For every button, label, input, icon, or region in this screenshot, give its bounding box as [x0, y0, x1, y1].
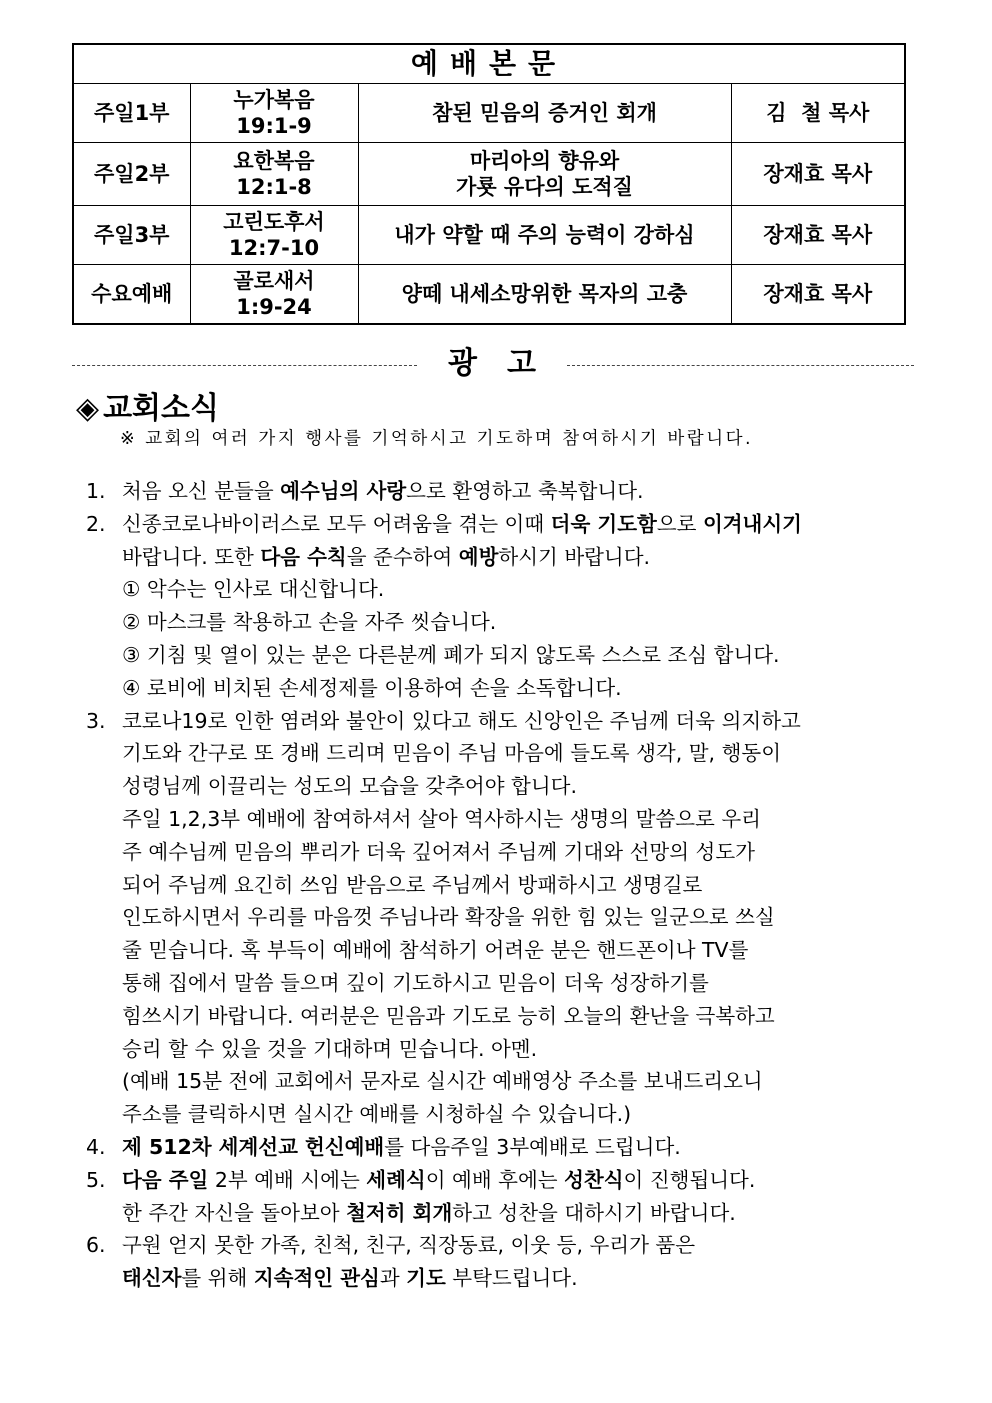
item-number: 3. [86, 708, 106, 733]
service-name: 주일1부 [73, 84, 190, 143]
church-news-heading [76, 383, 219, 427]
announcement-list [86, 475, 876, 1295]
list-item [86, 508, 876, 705]
service-name: 주일3부 [73, 206, 190, 265]
item-text: 한 주간 자신을 돌아보아 철저히 회개하고 성찬을 대하시기 바랍니다. [122, 1200, 736, 1225]
preacher: 장재효 목사 [731, 206, 905, 265]
item-text: 주일 1,2,3부 예배에 참여하셔서 살아 역사하시는 생명의 말씀으로 우리 [122, 806, 761, 831]
item-text: 다음 주일 2부 예배 시에는 세례식이 예배 후에는 성찬식이 진행됩니다. [122, 1167, 756, 1192]
ads-divider [72, 338, 914, 381]
worship-table [72, 43, 906, 325]
sermon-title: 마리아의 향유와 가룟 유다의 도적질 [358, 143, 731, 206]
scripture: 고린도후서 12:7-10 [190, 206, 358, 265]
item-text: 승리 할 수 있을 것을 기대하며 믿습니다. 아멘. [122, 1036, 538, 1061]
scripture: 누가복음 19:1-9 [190, 84, 358, 143]
item-text: 주 예수님께 믿음의 뿌리가 더욱 깊어져서 주님께 기대와 선망의 성도가 [122, 839, 755, 864]
item-text: 주소를 클릭하시면 실시간 예배를 시청하실 수 있습니다.) [122, 1102, 632, 1127]
item-text: (예배 15분 전에 교회에서 문자로 실시간 예배영상 주소를 보내드리오니 [122, 1069, 763, 1094]
rule-item: ① 악수는 인사로 대신합니다. [122, 577, 385, 602]
item-number: 6. [86, 1233, 106, 1258]
rule-item: ② 마스크를 착용하고 손을 자주 씻습니다. [122, 610, 497, 635]
sermon-title: 참된 믿음의 증거인 회개 [358, 84, 731, 143]
item-text: 신종코로나바이러스로 모두 어려움을 겪는 이때 더욱 기도함으로 이겨내시기 [122, 511, 802, 536]
diamond-icon: ◈ [76, 391, 100, 426]
list-item [86, 475, 876, 508]
table-row [73, 143, 905, 206]
church-news-note: ※ 교회의 여러 가지 행사를 기억하시고 기도하며 참여하시기 바랍니다. [120, 429, 754, 449]
divider-line-right [567, 365, 914, 366]
item-text: 코로나19로 인한 염려와 불안이 있다고 해도 신앙인은 주님께 더욱 의지하고 [122, 708, 801, 733]
item-text: 줄 믿습니다. 혹 부득이 예배에 참석하기 어려운 분은 핸드폰이나 TV를 [122, 938, 749, 963]
sermon-title: 양떼 내세소망위한 목자의 고충 [358, 265, 731, 325]
divider-line-left [72, 365, 417, 366]
scripture: 골로새서 1:9-24 [190, 265, 358, 325]
item-text: 바랍니다. 또한 다음 수칙을 준수하여 예방하시기 바랍니다. [122, 544, 651, 569]
rule-item: ③ 기침 및 열이 있는 분은 다른분께 폐가 되지 않도록 스스로 조심 합니다. [122, 642, 780, 667]
item-text: 인도하시면서 우리를 마음껏 주님나라 확장을 위한 힘 있는 일군으로 쓰실 [122, 905, 775, 930]
item-text: 통해 집에서 말씀 들으며 깊이 기도하시고 믿음이 더욱 성장하기를 [122, 970, 709, 995]
service-name: 주일2부 [73, 143, 190, 206]
table-row [73, 206, 905, 265]
list-item [86, 705, 876, 1131]
item-text: 되어 주님께 요긴히 쓰임 받음으로 주님께서 방패하시고 생명길로 [122, 872, 703, 897]
item-number: 2. [86, 511, 106, 536]
item-number: 5. [86, 1167, 106, 1192]
table-row [73, 84, 905, 143]
list-item [86, 1164, 876, 1230]
item-text: 제 512차 세계선교 헌신예배를 다음주일 3부예배로 드립니다. [122, 1134, 681, 1159]
item-text: 성령님께 이끌리는 성도의 모습을 갖추어야 합니다. [122, 774, 577, 799]
sermon-title: 내가 약할 때 주의 능력이 강하심 [358, 206, 731, 265]
list-item [86, 1229, 876, 1295]
rule-item: ④ 로비에 비치된 손세정제를 이용하여 손을 소독합니다. [122, 675, 622, 700]
church-news-title: 교회소식 [103, 391, 219, 426]
item-text: 힘쓰시기 바랍니다. 여러분은 믿음과 기도로 능히 오늘의 환난을 극복하고 [122, 1003, 775, 1028]
table-row [73, 265, 905, 325]
preacher: 김 철 목사 [731, 84, 905, 143]
item-text: 구원 얻지 못한 가족, 친척, 친구, 직장동료, 이웃 등, 우리가 품은 [122, 1233, 696, 1258]
item-number: 4. [86, 1134, 106, 1159]
list-item [86, 1131, 876, 1164]
preacher: 장재효 목사 [731, 143, 905, 206]
scripture: 요한복음 12:1-8 [190, 143, 358, 206]
preacher: 장재효 목사 [731, 265, 905, 325]
item-number: 1. [86, 479, 106, 503]
item-text: 처음 오신 분들을 예수님의 사랑으로 환영하고 축복합니다. [122, 479, 644, 503]
ads-title: 광고 [448, 346, 566, 381]
service-name: 수요예배 [73, 265, 190, 325]
item-text: 기도와 간구로 또 경배 드리며 믿음이 주님 마음에 들도록 생각, 말, 행동이 [122, 741, 781, 766]
worship-table-title: 예배본문 [73, 44, 905, 84]
item-text: 태신자를 위해 지속적인 관심과 기도 부탁드립니다. [122, 1266, 578, 1291]
